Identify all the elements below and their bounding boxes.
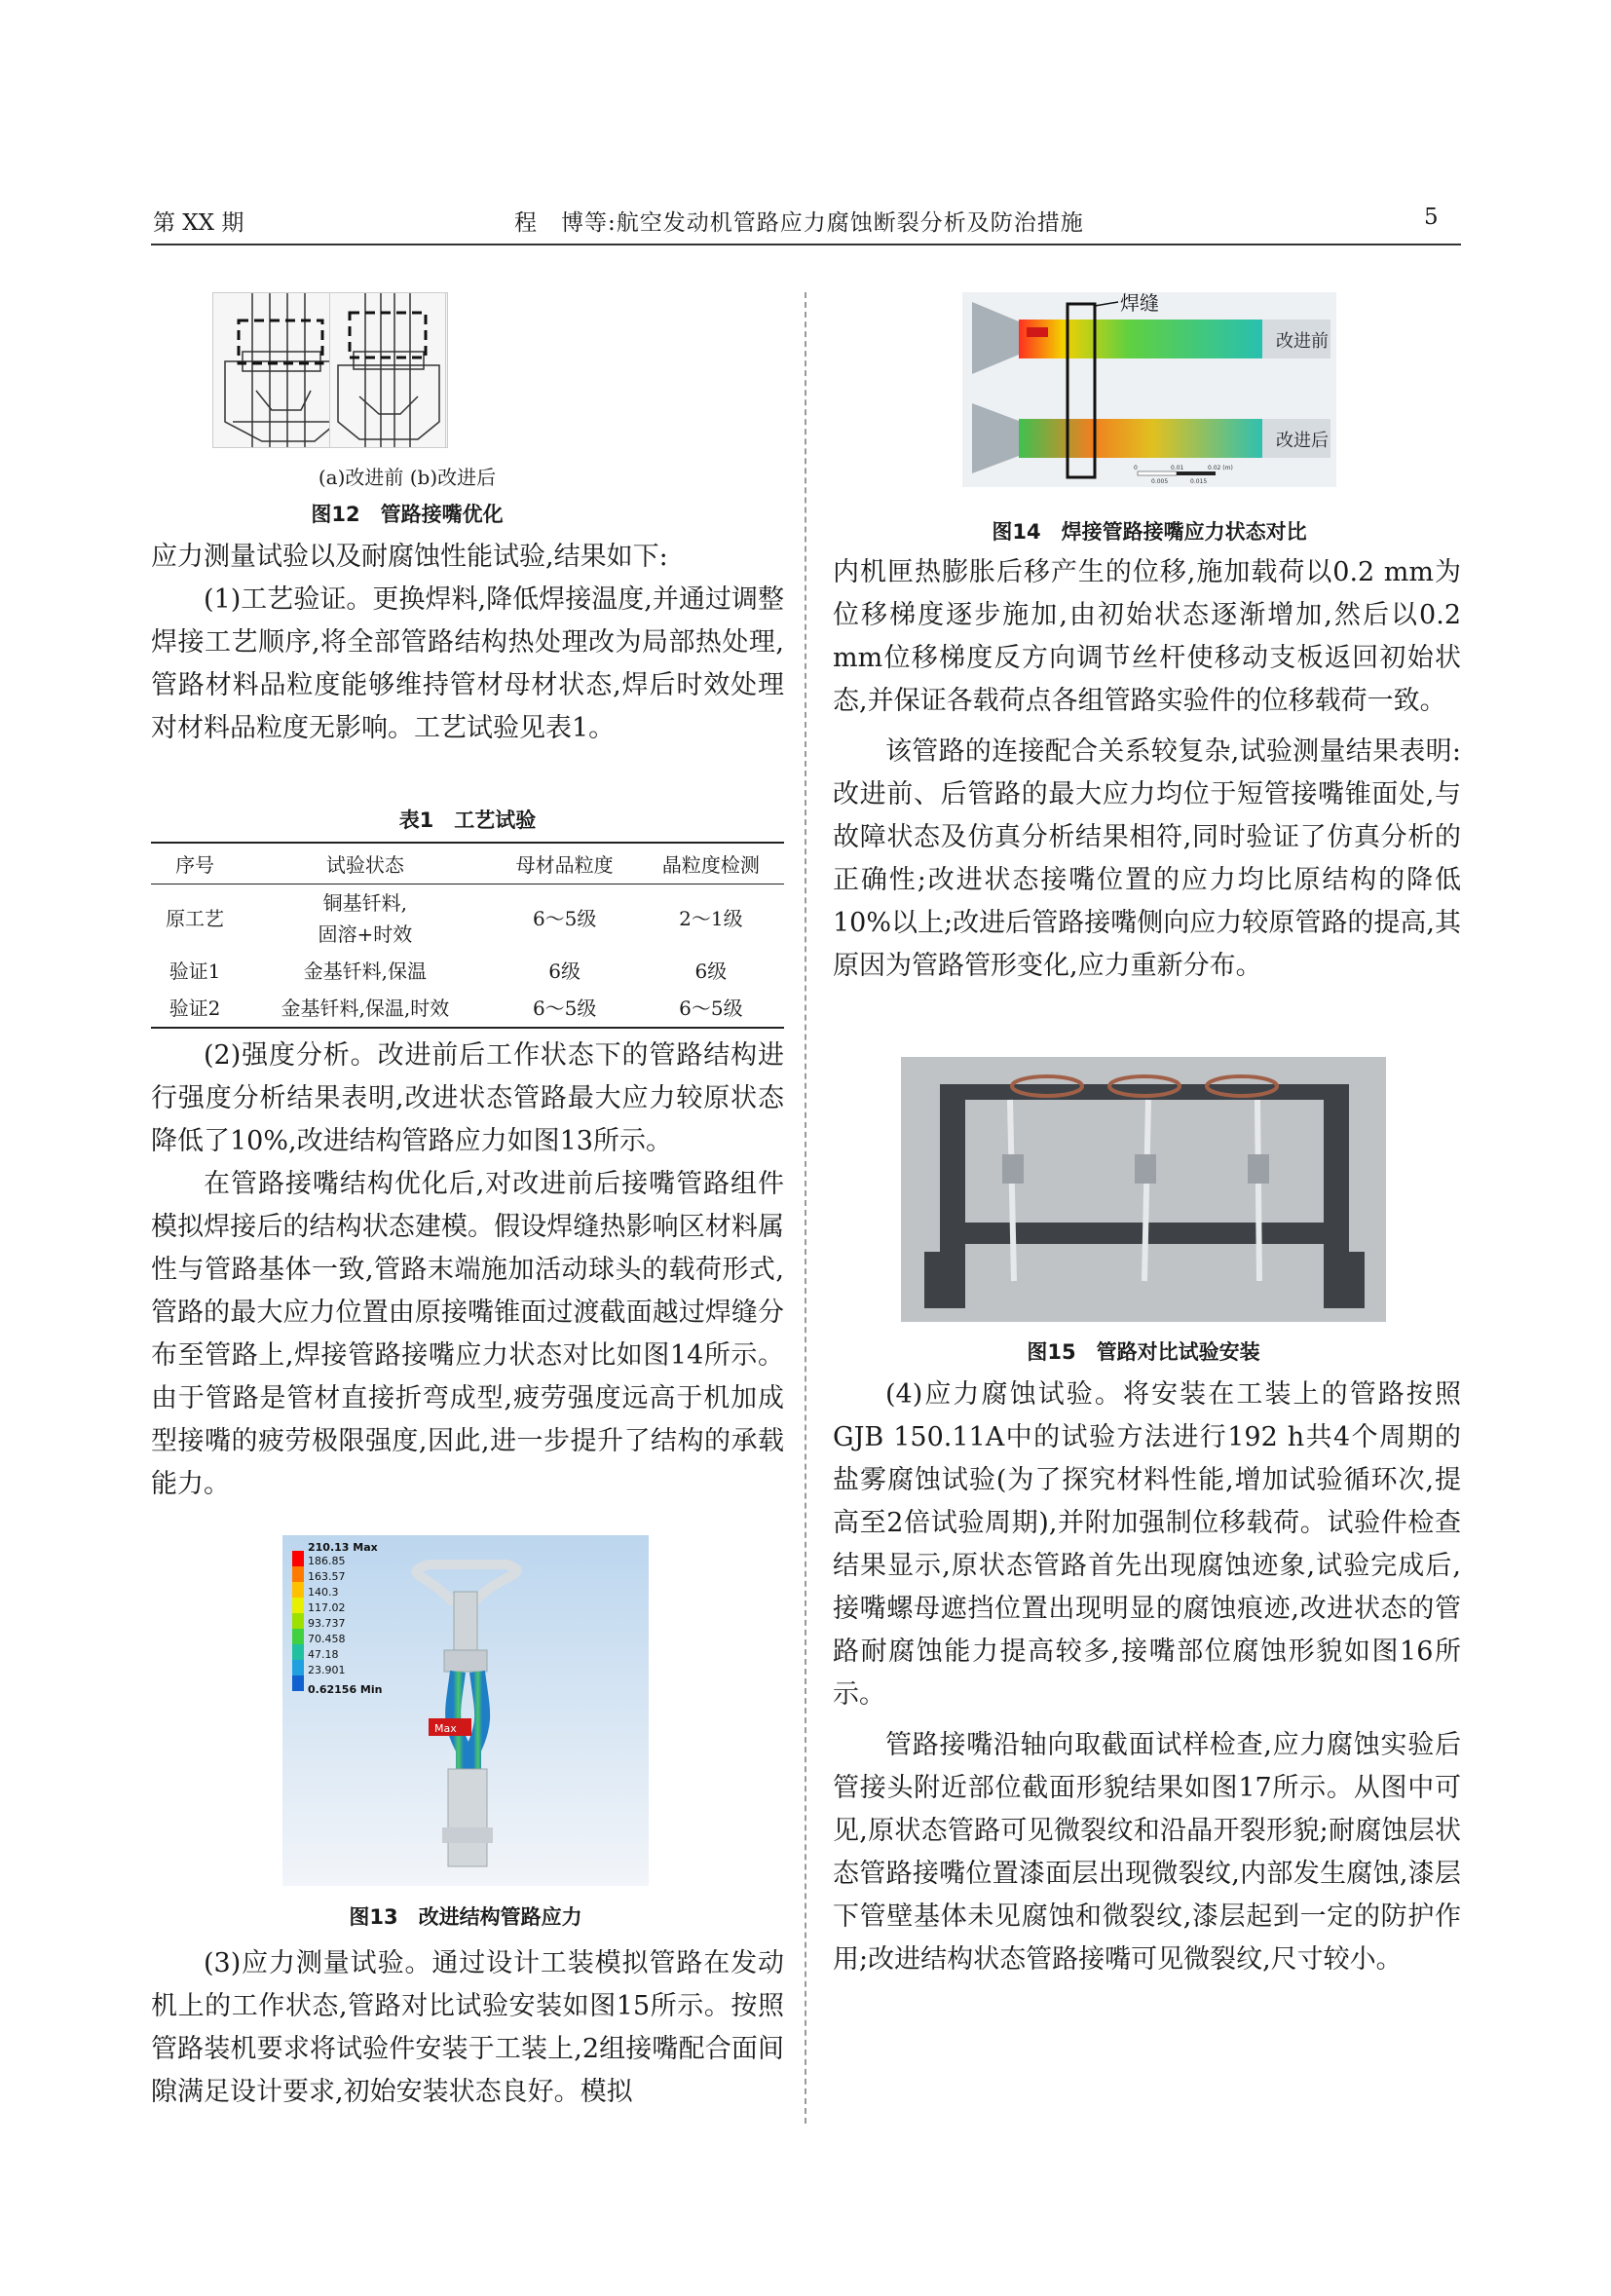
fig13-legend-value: 23.901	[308, 1664, 346, 1676]
right-text-block-2	[833, 1374, 1461, 1981]
paragraph-section-inspection: 管路接嘴沿轴向取截面试样检查,应力腐蚀实验后管接头附近部位截面形貌结果如图17所示。从图中可见,原状态管路可见微裂纹和沿晶开裂形貌;耐腐蚀层状态管路接嘴位置漆面层出现微裂纹,内部发生腐蚀,漆层下管壁基体未见腐蚀和微裂纹,漆层起到一定的防护作用;改进结构状态管路接嘴可见微裂纹,尺寸较小。	[833, 1730, 1461, 1975]
table-cell	[239, 885, 491, 954]
fig14-before-label: 改进前	[1276, 331, 1329, 352]
fig14-weld-label: 焊缝	[1120, 292, 1159, 315]
fig13-legend-value: 117.02	[308, 1601, 346, 1614]
paragraph-stress-measurement: (3)应力测量试验。通过设计工装模拟管路在发动机上的工作状态,管路对比试验安装如图15所示。按照管路装机要求将试验件安装于工装上,2组接嘴配合面间隙满足设计要求,初始安装状态良好。模拟	[151, 1948, 784, 2107]
fig14-fitting-after	[972, 403, 1019, 473]
left-text-block-3	[151, 1942, 784, 2114]
table-cell: 原工艺	[166, 907, 225, 930]
page-number: 5	[1424, 205, 1439, 230]
table-row	[151, 953, 784, 990]
fig13-legend-value: 140.3	[308, 1586, 339, 1599]
fig14-after-label: 改进后	[1276, 431, 1329, 451]
paragraph-process-verification: (1)工艺验证。更换焊料,降低焊接温度,并通过调整焊接工艺顺序,将全部管路结构热处理改为局部热处理,管路材料品粒度能够维持管材母材状态,焊后时效处理对材料品粒度无影响。工艺试验见表1。	[151, 584, 784, 743]
table1	[151, 842, 784, 1029]
table1-header-base: 母材品粒度	[492, 843, 638, 885]
table1-header-state: 试验状态	[239, 843, 491, 885]
paragraph-measurement-results: 该管路的连接配合关系较复杂,试验测量结果表明:改进前、后管路的最大应力均位于短管接嘴锥面处,与故障状态及仿真分析结果相符,同时验证了仿真分析的正确性;改进状态接嘴位置的应力均比原结构的降低10%以上;改进后管路接嘴侧向应力较原管路的提高,其原因为管路管形变化,应力重新分布。	[833, 736, 1461, 981]
fig13-legend-value: 93.737	[308, 1617, 346, 1630]
fig13-legend	[292, 1551, 304, 1691]
fig14-scale-tick: 0.01	[1171, 465, 1184, 471]
table-cell-line: 铜基钎料,	[322, 891, 408, 915]
left-text-block-2	[151, 1035, 784, 1506]
paragraph-modeling: 在管路接嘴结构优化后,对改进前后接嘴管路组件模拟焊接后的结构状态建模。假设焊缝热影响区材料属性与管路基体一致,管路末端施加活动球头的载荷形式,管路的最大应力位置由原接嘴锥面过渡截面越过焊缝分布至管路上,焊接管路接嘴应力状态对比如图14所示。由于管路是管材直接折弯成型,疲劳强度远高于机加成型接嘴的疲劳极限强度,因此,进一步提升了结构的承载能力。	[151, 1169, 784, 1499]
paragraph-corrosion-test: (4)应力腐蚀试验。将安装在工装上的管路按照GJB 150.11A中的试验方法进行192 h共4个周期的盐雾腐蚀试验(为了探究材料性能,增加试验循环次,提高至2倍试验周期),并附加强制位移载荷。试验件检查结果显示,原状态管路首先出现腐蚀迹象,试验完成后,接嘴螺母遮挡位置出现明显的腐蚀痕迹,改进状态的管路耐腐蚀能力提高较多,接嘴部位腐蚀形貌如图16所示。	[833, 1379, 1461, 1710]
fig13-legend-value: 186.85	[308, 1555, 346, 1567]
table-cell: 6～5级	[532, 907, 597, 930]
table1-header-id: 序号	[151, 843, 239, 885]
table-cell: 6级	[694, 960, 728, 983]
fig14-max-marker	[1027, 327, 1048, 337]
table-cell: 6～5级	[492, 990, 638, 1028]
fig15-caption: 图15 管路对比试验安装	[1027, 1340, 1260, 1364]
fig14-scale-tick: 0.005	[1151, 478, 1169, 485]
table-cell-line: 固溶+时效	[318, 922, 413, 946]
fig13-caption: 图13 改进结构管路应力	[349, 1905, 582, 1929]
fig12-panel-b	[329, 292, 446, 448]
running-title: 程 博等:航空发动机管路应力腐蚀断裂分析及防治措施	[514, 210, 1084, 236]
issue-number: 第 XX 期	[153, 210, 244, 236]
fig13-legend-max: 210.13 Max	[308, 1541, 378, 1554]
right-text-block-1	[833, 551, 1461, 988]
fig14-caption: 图14 焊接管路接嘴应力状态对比	[992, 520, 1307, 544]
table-cell: 金基钎料,保温	[303, 960, 428, 983]
fig14-pipe-after	[1019, 419, 1262, 458]
table-cell: 金基钎料,保温,时效	[239, 990, 491, 1028]
table1-title: 表1 工艺试验	[398, 809, 537, 832]
fig13-legend-value: 47.18	[308, 1648, 339, 1661]
table-cell: 6级	[548, 960, 581, 983]
fig12-subcaption: (a)改进前 (b)改进后	[318, 466, 497, 489]
table-cell: 验证1	[169, 960, 221, 983]
table-cell: 6～5级	[638, 990, 784, 1028]
fig14-scale-tick: 0.015	[1190, 478, 1208, 485]
fig13-legend-min: 0.62156 Min	[308, 1683, 383, 1696]
fig14-pipe-before	[1019, 320, 1262, 358]
table-row	[151, 885, 784, 954]
fig14-image	[962, 292, 1336, 487]
fig14-scale-tick: 0	[1134, 465, 1138, 471]
table-row	[151, 990, 784, 1028]
fig13-legend-value: 70.458	[308, 1633, 346, 1645]
fig14-fitting-before	[972, 302, 1019, 374]
paragraph-displacement: 内机匣热膨胀后移产生的位移,施加载荷以0.2 mm为位移梯度逐步施加,由初始状态逐渐增加,然后以0.2 mm位移梯度反方向调节丝杆使移动支板返回初始状态,并保证各载荷点各组管路实验件的位移载荷一致。	[833, 557, 1461, 716]
fig12-caption: 图12 管路接嘴优化	[311, 503, 504, 526]
fig13-legend-value: 163.57	[308, 1570, 346, 1583]
fig15-image	[901, 1057, 1386, 1322]
paragraph-intro: 应力测量试验以及耐腐蚀性能试验,结果如下:	[151, 542, 668, 572]
paragraph-strength-analysis: (2)强度分析。改进前后工作状态下的管路结构进行强度分析结果表明,改进状态管路最大应力较原状态降低了10%,改进结构管路应力如图13所示。	[151, 1040, 784, 1156]
fig14-scale-bar	[1138, 471, 1216, 475]
fig14-scale-tick: 0.02 (m)	[1208, 465, 1233, 471]
fig13-max-label: Max	[434, 1722, 457, 1735]
left-text-block-1	[151, 536, 784, 750]
table1-header-check: 晶粒度检测	[638, 843, 784, 885]
table-cell: 2～1级	[679, 907, 743, 930]
column-divider	[805, 292, 806, 2124]
table-cell: 验证2	[151, 990, 239, 1028]
fig13-image	[282, 1535, 649, 1886]
header-rule	[151, 244, 1461, 245]
